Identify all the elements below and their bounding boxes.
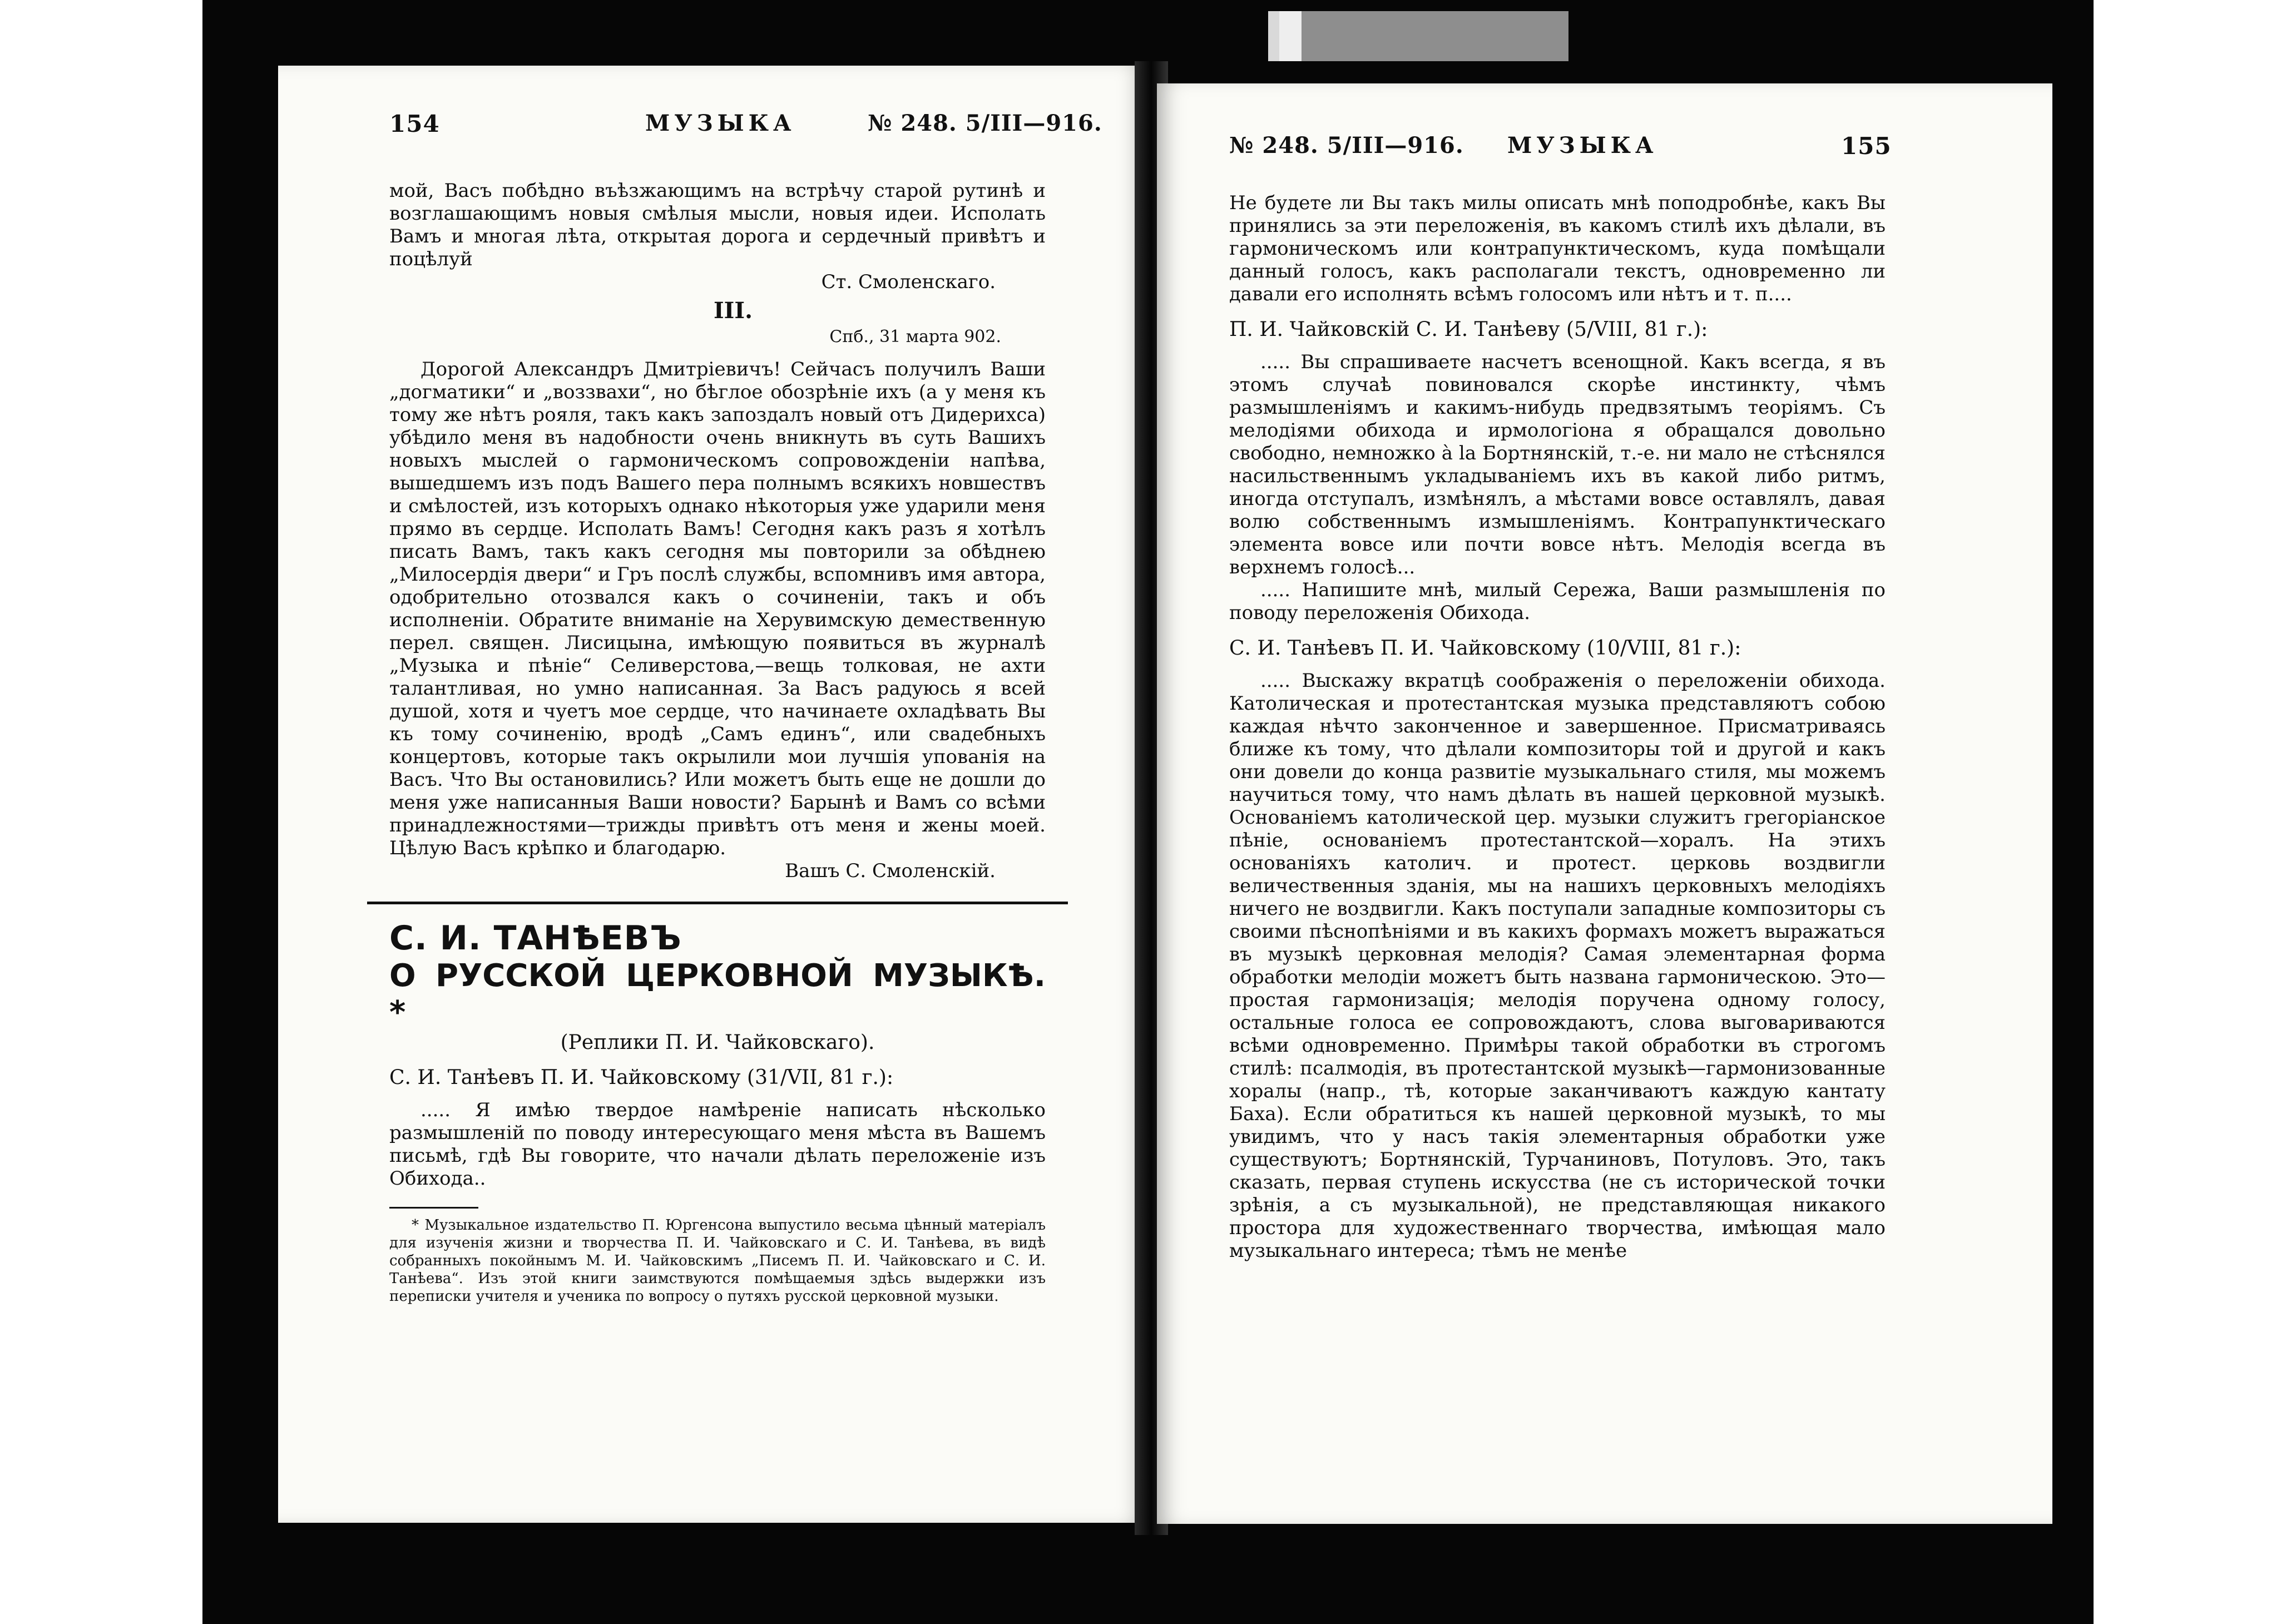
- left-letter-heading: С. И. Танѣевъ П. И. Чайковскому (31/VII, 81 г.):: [389, 1066, 894, 1089]
- left-page-number: 154: [389, 110, 440, 137]
- scan-artifact: [1279, 11, 1568, 61]
- right-paragraph-1: Не будете ли Вы такъ милы описать мнѣ поподробнѣе, какъ Вы принялись за эти переложенія, въ какомъ стилѣ ихъ дѣлали, въ гармоническомъ или контрапунктическомъ, куда помѣщали данный голосъ, какъ располагали текстъ, одновременно ли давали его исполнять всѣмъ голосомъ или нѣтъ и т. п....: [1229, 192, 1886, 305]
- right-paragraph-2: ..... Вы спрашиваете насчетъ всенощной. Какъ всегда, я въ этомъ случаѣ повиновался скорѣе инстинкту, чѣмъ размышленіямъ и какимъ-нибудь предвзятымъ теоріямъ. Съ мелодіями обихода и ирмологіона я обращался довольно свободно, немножко à la Бортнянскій, т.-е. ни мало не стѣснялся насильственнымъ укладываніемъ ихъ въ какой либо ритмъ, иногда отступалъ, измѣнялъ, а мѣстами вовсе оставлялъ, давая волю собственнымъ измышленіямъ. Контрапунктическаго элемента вовсе или почти вовсе нѣтъ. Мелодія всегда въ верхнемъ голосѣ...: [1229, 351, 1886, 578]
- right-page: [1157, 83, 2052, 1524]
- footnote-text: * Музыкальное издательство П. Юргенсона выпустило весьма цѣнный матеріалъ для изученія жизни и творчества П. И. Чайковскаго и С. И. Танѣева, въ видѣ собранныхъ покойнымъ М. И. Чайковскимъ „Писемъ П. И. Чайковскаго и С. И. Танѣева“. Изъ этой книги заимствуются помѣщаемыя здѣсь выдержки изъ переписки учителя и ученика по вопросу о путяхъ русской церковной музыки.: [389, 1217, 1046, 1305]
- left-journal-title: МУЗЫКА: [645, 110, 796, 136]
- left-column: [389, 180, 1046, 1305]
- right-issue: № 248. 5/III—916.: [1229, 132, 1464, 159]
- left-paragraph-2: Дорогой Александръ Дмитріевичъ! Сейчасъ получилъ Ваши „догматики“ и „воззвахи“, но бѣглое обозрѣніе ихъ (а у меня къ тому же нѣтъ рояля, такъ какъ запоздалъ новый отъ Дидерихса) убѣдило меня въ надобности очень вникнуть въ суть Вашихъ новыхъ мыслей о гармоническомъ сопровожденіи напѣва, вышедшемъ изъ подъ Вашего пера полнымъ всякихъ новшествъ и смѣлостей, изъ которыхъ однако нѣкоторыя уже ударили меня прямо въ сердце. Исполать Вамъ! Сегодня какъ разъ я хотѣлъ писать Вамъ, такъ какъ сегодня мы повторили за обѣднею „Милосердія двери“ и Гръ послѣ службы, вспомнивъ имя автора, одобрительно отозвался какъ о сочиненіи, такъ и объ исполненіи. Обратите вниманіе на Херувимскую демественную перел. священ. Лисицына, имѣющую появиться въ журналѣ „Музыка и пѣніе“ Селиверстова,—вещь толковая, не ахти талантливая, но умно написанная. За Васъ радуюсь я всей душой, хотя и чуетъ мое сердце, что начинаете охладѣвать Вы къ тому сочиненію, вродѣ „Самъ единъ“, или свадебныхъ концертовъ, которые такъ окрылили мои лучшія упованія на Васъ. Что Вы остановились? Или можетъ быть еще не дошли до меня уже написанныя Ваши новости? Барынѣ и Вамъ со всѣми принадлежностями—трижды привѣтъ отъ меня и жены моей. Цѣлую Васъ крѣпко и благодарю.: [389, 358, 1046, 859]
- right-column: [1229, 192, 1886, 1262]
- right-page-number: 155: [1841, 132, 1892, 160]
- article-author: С. И. ТАНѢЕВЪ: [389, 919, 682, 958]
- right-paragraph-3: ..... Напишите мнѣ, милый Сережа, Ваши размышленія по поводу переложенія Обихода.: [1229, 579, 1886, 624]
- right-heading-2: С. И. Танѣевъ П. И. Чайковскому (10/VIII, 81 г.):: [1229, 637, 1741, 660]
- section-roman: III.: [713, 298, 753, 324]
- right-heading-1: П. И. Чайковскій С. И. Танѣеву (5/VIII, 81 г.):: [1229, 318, 1708, 341]
- left-paragraph-1: мой, Васъ побѣдно въѣзжающимъ на встрѣчу старой рутинѣ и возглашающимъ новыя смѣлыя мысли, новыя идеи. Исполать Вамъ и многая лѣта, открытая дорога и сердечный привѣтъ и поцѣлуй: [389, 180, 1046, 270]
- left-issue: № 248. 5/III—916.: [868, 110, 1102, 136]
- right-journal-title: МУЗЫКА: [1507, 132, 1658, 159]
- article-title: О РУССКОЙ ЦЕРКОВНОЙ МУЗЫКѢ. *: [389, 958, 1046, 1031]
- section-divider: [367, 902, 1068, 904]
- left-page: [278, 66, 1146, 1523]
- left-signature-2: Вашъ С. Смоленскій.: [785, 860, 996, 882]
- left-signature-1: Ст. Смоленскаго.: [821, 271, 996, 293]
- letter-date: Спб., 31 марта 902.: [829, 327, 1001, 346]
- left-paragraph-3: ..... Я имѣю твердое намѣреніе написать нѣсколько размышленій по поводу интересующаго меня мѣста въ Вашемъ письмѣ, гдѣ Вы говорите, что начали дѣлать переложеніе изъ Обихода..: [389, 1099, 1046, 1190]
- right-paragraph-4: ..... Выскажу вкратцѣ соображенія о переложеніи обихода. Католическая и протестантская музыка представляютъ собою каждая нѣчто законченное и завершенное. Присматриваясь ближе къ тому, что дѣлали композиторы той и другой и какъ они довели до конца развитіе музыкальнаго стиля, мы можемъ научиться тому, что намъ дѣлать въ нашей церковной музыкѣ. Основаніемъ католической цер. музыки служитъ грегоріанское пѣніе, основаніемъ протестантской—хоралъ. На этихъ основаніяхъ католич. и протест. церковь воздвигли величественныя зданія, мы на нашихъ церковныхъ мелодіяхъ ничего не воздвигли. Какъ поступали западные композиторы съ своими пѣснопѣніями и въ какихъ формахъ можетъ выражаться въ музыкѣ церковная мелодія? Самая элементарная форма обработки мелодіи можетъ быть названа гармоническою. Это—простая гармонизація; мелодія поручена одному голосу, остальные голоса ее сопровождаютъ, слова выговариваются всѣми одновременно. Примѣры такой обработки въ строгомъ стилѣ: псалмодія, въ протестантской музыкѣ—гармонизованные хоралы (напр., тѣ, которые заканчиваютъ каждую кантату Баха). Если обратиться къ нашей церковной музыкѣ, то мы увидимъ, что у насъ такія элементарныя обработки уже существуютъ; Бортнянскій, Турчаниновъ, Потуловъ. Это, такъ сказать, первая ступень искусства (не съ исторической точки зрѣнія, а съ музыкальной), не представляющая никакого простора для художественнаго творчества, имѣющая мало музыкальнаго интереса; тѣмъ не менѣе: [1229, 670, 1886, 1262]
- footnote-divider: [389, 1207, 478, 1209]
- footnote: [389, 1216, 1046, 1305]
- article-subtitle: (Реплики П. И. Чайковскаго).: [560, 1031, 875, 1054]
